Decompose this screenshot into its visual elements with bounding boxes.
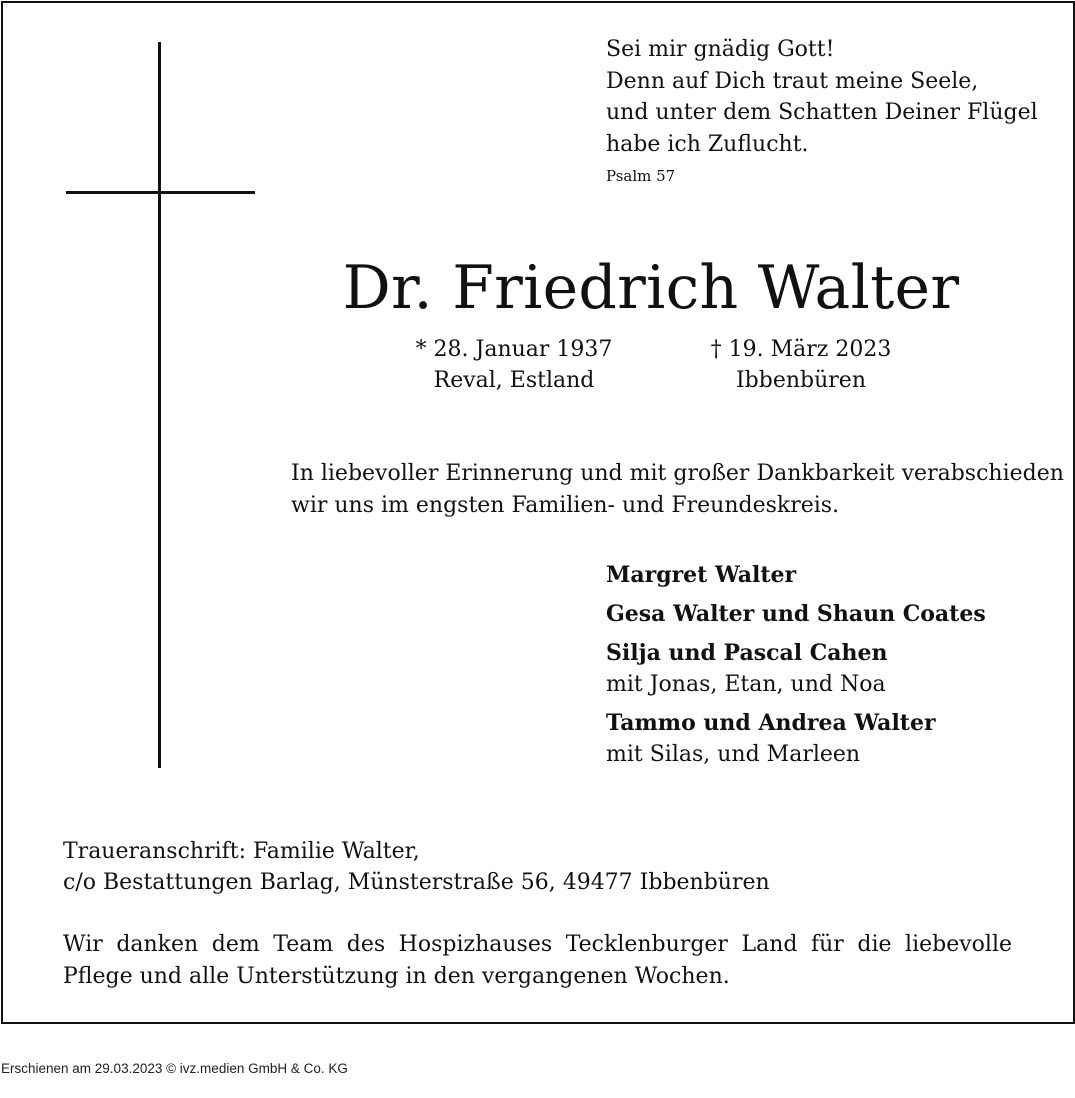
family-member-name: Margret Walter: [606, 562, 797, 588]
intro-line: wir uns im engsten Familien- und Freundeskreis.: [291, 493, 840, 518]
address-line: Traueranschrift: Familie Walter,: [63, 839, 420, 864]
death-date: † 19. März 2023: [710, 337, 892, 362]
psalm-line: und unter dem Schatten Deiner Flügel: [606, 100, 1038, 125]
intro-text: [291, 458, 1064, 522]
death-info: [700, 334, 902, 396]
family-member-name: Gesa Walter und Shaun Coates: [606, 601, 986, 627]
psalm-reference: Psalm 57: [606, 167, 676, 185]
family-member-name: Silja und Pascal Cahen: [606, 640, 888, 666]
psalm-quote: [606, 34, 1038, 186]
address-line: c/o Bestattungen Barlag, Münsterstraße 56, 49477 Ibbenbüren: [63, 870, 770, 895]
family-member-children: mit Silas, und Marleen: [606, 742, 861, 767]
intro-line: In liebevoller Erinnerung und mit großer Dankbarkeit verabschieden: [291, 461, 1064, 486]
publication-footer: Erschienen am 29.03.2023 © ivz.medien GmbH & Co. KG: [1, 1061, 348, 1076]
psalm-line: Denn auf Dich traut meine Seele,: [606, 68, 979, 94]
death-place: Ibbenbüren: [735, 368, 866, 393]
family-member-children: mit Jonas, Etan, und Noa: [606, 672, 886, 697]
psalm-line: habe ich Zuflucht.: [606, 131, 809, 157]
deceased-name: Dr. Friedrich Walter: [342, 253, 960, 323]
birth-place: Reval, Estland: [433, 368, 595, 393]
family-list: [606, 559, 986, 770]
birth-info: [414, 334, 614, 396]
mourning-address: [63, 836, 770, 898]
psalm-line: Sei mir gnädig Gott!: [606, 37, 835, 62]
cross-horizontal-bar: [66, 191, 255, 194]
cross-vertical-bar: [158, 42, 161, 768]
thanks-text: Wir danken dem Team des Hospizhauses Tecklenburger Land für die liebevolle Pflege und alle Unterstützung in den vergangenen Wochen.: [63, 932, 1012, 989]
birth-date: * 28. Januar 1937: [415, 337, 613, 362]
family-member-name: Tammo und Andrea Walter: [606, 710, 936, 736]
